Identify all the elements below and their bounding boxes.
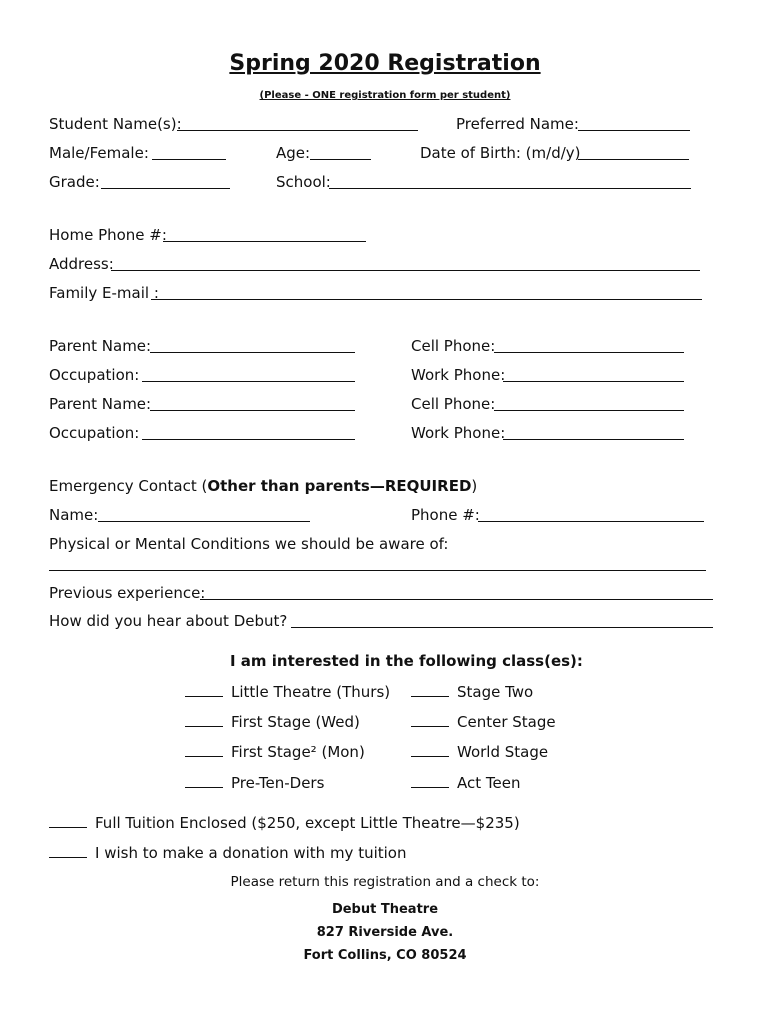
emergency-heading-suffix: ): [471, 477, 478, 495]
emergency-heading-required: Other than parents—REQUIRED: [207, 477, 472, 495]
parent2-occupation-field[interactable]: [142, 439, 355, 440]
parent2-cell-label: Cell Phone:: [411, 395, 496, 413]
class-option[interactable]: [411, 743, 548, 761]
class-option[interactable]: [411, 683, 533, 701]
org-name: Debut Theatre: [331, 902, 439, 917]
preferred-name-label: Preferred Name:: [456, 115, 579, 133]
parent2-work-label: Work Phone:: [411, 424, 506, 442]
emergency-name-label: Name:: [49, 506, 99, 524]
org-city: Fort Collins, CO 80524: [303, 948, 467, 963]
parent2-name-label: Parent Name:: [49, 395, 152, 413]
experience-label: Previous experience:: [49, 584, 206, 602]
class-label: First Stage² (Mon): [231, 743, 365, 761]
return-instructions: Please return this registration and a check to:: [230, 874, 540, 890]
org-street: 827 Riverside Ave.: [316, 925, 454, 940]
donation-label: I wish to make a donation with my tuition: [95, 844, 407, 862]
tuition-label: Full Tuition Enclosed ($250, except Little Theatre—$235): [95, 814, 520, 832]
classes-heading: I am interested in the following class(es):: [230, 652, 583, 670]
tuition-option[interactable]: [49, 814, 520, 832]
class-option[interactable]: [185, 743, 365, 761]
class-checkbox[interactable]: [185, 696, 223, 697]
school-label: School:: [276, 173, 331, 191]
emergency-phone-field[interactable]: [478, 521, 704, 522]
gender-label: Male/Female:: [49, 144, 149, 162]
class-option[interactable]: [185, 713, 360, 731]
class-label: Center Stage: [457, 713, 556, 731]
parent1-cell-label: Cell Phone:: [411, 337, 496, 355]
address-field[interactable]: [111, 270, 700, 271]
class-checkbox[interactable]: [185, 726, 223, 727]
parent1-work-field[interactable]: [503, 381, 684, 382]
address-label: Address:: [49, 255, 114, 273]
tuition-checkbox[interactable]: [49, 827, 87, 828]
emergency-heading-prefix: Emergency Contact (: [49, 477, 208, 495]
student-name-label: Student Name(s):: [49, 115, 182, 133]
parent2-work-field[interactable]: [503, 439, 684, 440]
parent2-cell-field[interactable]: [494, 410, 684, 411]
class-checkbox[interactable]: [411, 787, 449, 788]
age-label: Age:: [276, 144, 311, 162]
class-label: World Stage: [457, 743, 549, 761]
age-field[interactable]: [310, 159, 371, 160]
student-name-field[interactable]: [177, 130, 418, 131]
donation-checkbox[interactable]: [49, 857, 87, 858]
home-phone-label: Home Phone #:: [49, 226, 167, 244]
class-option[interactable]: [411, 713, 556, 731]
parent1-occupation-label: Occupation:: [49, 366, 140, 384]
gender-field[interactable]: [152, 159, 226, 160]
page-subtitle: (Please - ONE registration form per student): [259, 90, 511, 101]
class-label: Act Teen: [457, 774, 521, 792]
dob-label: Date of Birth: (m/d/y): [420, 144, 581, 162]
parent1-work-label: Work Phone:: [411, 366, 506, 384]
donation-option[interactable]: [49, 844, 407, 862]
parent1-name-label: Parent Name:: [49, 337, 152, 355]
class-label: Pre-Ten-Ders: [231, 774, 325, 792]
family-email-label: Family E-mail :: [49, 284, 159, 302]
parent2-occupation-label: Occupation:: [49, 424, 140, 442]
class-checkbox[interactable]: [185, 787, 223, 788]
class-label: Little Theatre (Thurs): [231, 683, 391, 701]
emergency-heading: [49, 477, 477, 495]
class-checkbox[interactable]: [411, 756, 449, 757]
grade-field[interactable]: [101, 188, 230, 189]
parent1-cell-field[interactable]: [494, 352, 684, 353]
conditions-field[interactable]: [49, 570, 706, 571]
class-option[interactable]: [185, 774, 324, 792]
home-phone-field[interactable]: [163, 241, 366, 242]
experience-field[interactable]: [200, 599, 713, 600]
dob-field[interactable]: [578, 159, 689, 160]
class-checkbox[interactable]: [411, 696, 449, 697]
preferred-name-field[interactable]: [578, 130, 690, 131]
heard-about-label: How did you hear about Debut?: [49, 612, 288, 630]
family-email-field[interactable]: [151, 299, 702, 300]
parent2-name-field[interactable]: [150, 410, 355, 411]
emergency-name-field[interactable]: [98, 521, 310, 522]
parent1-name-field[interactable]: [150, 352, 355, 353]
class-option[interactable]: [411, 774, 520, 792]
class-label: Stage Two: [457, 683, 534, 701]
class-label: First Stage (Wed): [231, 713, 360, 731]
grade-label: Grade:: [49, 173, 100, 191]
class-checkbox[interactable]: [411, 726, 449, 727]
conditions-label: Physical or Mental Conditions we should be aware of:: [49, 535, 449, 553]
heard-about-field[interactable]: [291, 627, 713, 628]
emergency-phone-label: Phone #:: [411, 506, 480, 524]
school-field[interactable]: [329, 188, 691, 189]
page-title: Spring 2020 Registration: [229, 51, 541, 76]
class-checkbox[interactable]: [185, 756, 223, 757]
class-option[interactable]: [185, 683, 390, 701]
parent1-occupation-field[interactable]: [142, 381, 355, 382]
